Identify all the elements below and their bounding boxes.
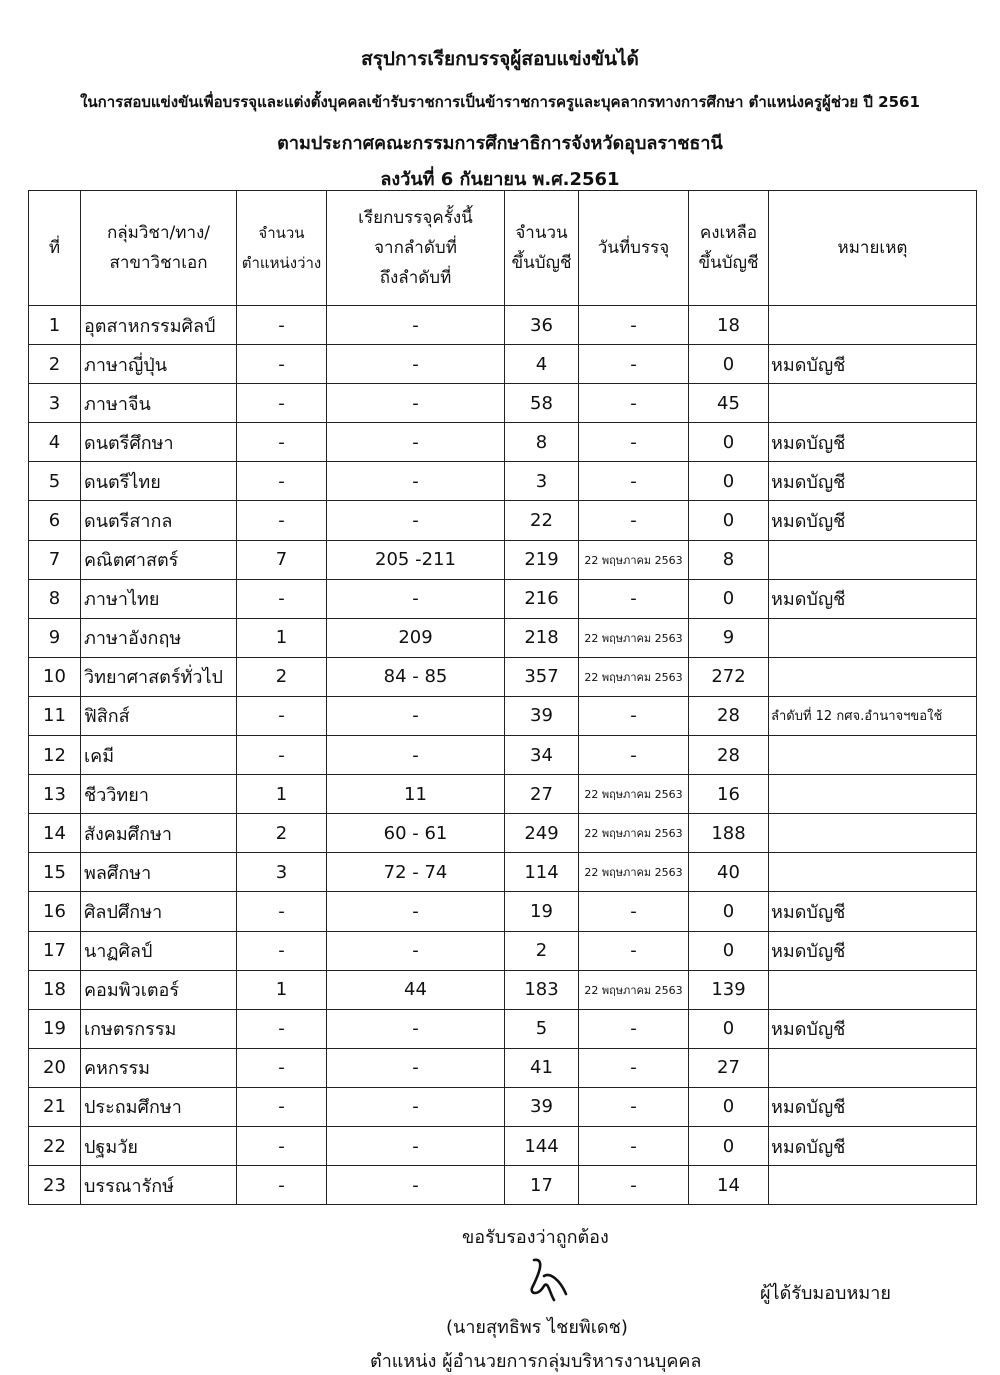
cell-subject: สังคมศึกษา — [81, 814, 237, 853]
cell-listed: 58 — [505, 384, 579, 423]
cell-vacancies: - — [237, 579, 327, 618]
cell-called-range: - — [327, 462, 505, 501]
cell-no: 6 — [29, 501, 81, 540]
cell-date: - — [579, 462, 689, 501]
cell-date: - — [579, 1126, 689, 1165]
cell-remark: หมดบัญชี — [769, 1126, 977, 1165]
table-row — [29, 306, 977, 345]
cell-remaining: 0 — [689, 345, 769, 384]
cell-called-range: - — [327, 1166, 505, 1205]
cell-called-range: 60 - 61 — [327, 814, 505, 853]
cell-no: 4 — [29, 423, 81, 462]
cell-called-range: - — [327, 423, 505, 462]
cell-date: 22 พฤษภาคม 2563 — [579, 657, 689, 696]
cell-remaining: 0 — [689, 892, 769, 931]
table-row — [29, 462, 977, 501]
cell-remaining: 0 — [689, 501, 769, 540]
cell-called-range: 11 — [327, 775, 505, 814]
table-row — [29, 1087, 977, 1126]
cell-no: 11 — [29, 696, 81, 735]
cell-called-range: - — [327, 1087, 505, 1126]
cell-vacancies: 2 — [237, 657, 327, 696]
cell-called-range: - — [327, 345, 505, 384]
col-header-subject: กลุ่มวิชา/ทาง/ สาขาวิชาเอก — [81, 191, 237, 306]
cell-vacancies: - — [237, 1087, 327, 1126]
cell-remark — [769, 1166, 977, 1205]
cell-subject: นาฏศิลป์ — [81, 931, 237, 970]
cell-date: - — [579, 579, 689, 618]
cell-no: 23 — [29, 1166, 81, 1205]
cell-vacancies: - — [237, 1048, 327, 1087]
cell-remaining: 0 — [689, 1126, 769, 1165]
cell-remark: หมดบัญชี — [769, 892, 977, 931]
cell-listed: 218 — [505, 618, 579, 657]
cell-listed: 34 — [505, 736, 579, 775]
cell-no: 5 — [29, 462, 81, 501]
cell-vacancies: - — [237, 501, 327, 540]
cell-called-range: - — [327, 696, 505, 735]
cell-date: 22 พฤษภาคม 2563 — [579, 814, 689, 853]
table-row — [29, 579, 977, 618]
cell-vacancies: - — [237, 892, 327, 931]
recruitment-table — [28, 190, 977, 1205]
table-row — [29, 970, 977, 1009]
cell-date: - — [579, 423, 689, 462]
cell-listed: 3 — [505, 462, 579, 501]
cell-remaining: 40 — [689, 853, 769, 892]
cell-date: 22 พฤษภาคม 2563 — [579, 853, 689, 892]
cell-called-range: - — [327, 931, 505, 970]
cell-remaining: 14 — [689, 1166, 769, 1205]
cell-called-range: - — [327, 579, 505, 618]
cell-subject: ภาษาไทย — [81, 579, 237, 618]
cell-remaining: 9 — [689, 618, 769, 657]
cell-no: 17 — [29, 931, 81, 970]
table-row — [29, 345, 977, 384]
table-row — [29, 775, 977, 814]
doc-subtitle: ในการสอบแข่งขันเพื่อบรรจุและแต่งตั้งบุคคลเข้ารับราชการเป็นข้าราชการครูและบุคลากรทางการศึกษา ตำแหน่งครูผู้ช่วย ปี 2561 — [80, 93, 920, 111]
cell-subject: ภาษาญี่ปุ่น — [81, 345, 237, 384]
cell-vacancies: - — [237, 696, 327, 735]
cell-subject: ปฐมวัย — [81, 1126, 237, 1165]
cell-subject: ฟิสิกส์ — [81, 696, 237, 735]
cell-subject: เคมี — [81, 736, 237, 775]
cell-remark — [769, 384, 977, 423]
cell-no: 10 — [29, 657, 81, 696]
cell-subject: คณิตศาสตร์ — [81, 540, 237, 579]
cell-date: - — [579, 892, 689, 931]
cell-called-range: 72 - 74 — [327, 853, 505, 892]
cell-called-range: - — [327, 1048, 505, 1087]
cell-vacancies: 2 — [237, 814, 327, 853]
cell-vacancies: 1 — [237, 618, 327, 657]
cell-subject: ภาษาอังกฤษ — [81, 618, 237, 657]
cell-remaining: 0 — [689, 931, 769, 970]
cell-called-range: - — [327, 384, 505, 423]
cell-remaining: 27 — [689, 1048, 769, 1087]
cell-called-range: - — [327, 306, 505, 345]
cell-remaining: 272 — [689, 657, 769, 696]
cell-listed: 27 — [505, 775, 579, 814]
table-row — [29, 892, 977, 931]
cell-remark — [769, 736, 977, 775]
cell-vacancies: - — [237, 1009, 327, 1048]
cell-vacancies: - — [237, 462, 327, 501]
cell-no: 15 — [29, 853, 81, 892]
cell-no: 9 — [29, 618, 81, 657]
cell-remark: หมดบัญชี — [769, 423, 977, 462]
doc-date: ลงวันที่ 6 กันยายน พ.ศ.2561 — [380, 169, 620, 190]
cell-date: - — [579, 1048, 689, 1087]
certify-text: ขอรับรองว่าถูกต้อง — [462, 1227, 609, 1248]
cell-listed: 183 — [505, 970, 579, 1009]
col-header-called: เรียกบรรจุครั้งนี้ จากลำดับที่ ถึงลำดับที่ — [327, 191, 505, 306]
cell-listed: 216 — [505, 579, 579, 618]
table-row — [29, 501, 977, 540]
table-row — [29, 540, 977, 579]
table-row — [29, 931, 977, 970]
cell-subject: อุตสาหกรรมศิลป์ — [81, 306, 237, 345]
cell-remark: หมดบัญชี — [769, 1087, 977, 1126]
cell-vacancies: - — [237, 1166, 327, 1205]
cell-remaining: 0 — [689, 423, 769, 462]
signature-mark — [520, 1254, 580, 1304]
authorized-text: ผู้ได้รับมอบหมาย — [760, 1283, 891, 1304]
cell-listed: 5 — [505, 1009, 579, 1048]
signer-name: (นายสุทธิพร ไชยพิเดช) — [446, 1317, 628, 1338]
table-row — [29, 384, 977, 423]
cell-vacancies: 1 — [237, 970, 327, 1009]
col-header-remark: หมายเหตุ — [769, 191, 977, 306]
cell-date: - — [579, 1087, 689, 1126]
table-row — [29, 1009, 977, 1048]
cell-listed: 4 — [505, 345, 579, 384]
cell-subject: เกษตรกรรม — [81, 1009, 237, 1048]
table-row — [29, 618, 977, 657]
cell-subject: บรรณารักษ์ — [81, 1166, 237, 1205]
cell-listed: 114 — [505, 853, 579, 892]
cell-listed: 2 — [505, 931, 579, 970]
cell-listed: 41 — [505, 1048, 579, 1087]
cell-no: 20 — [29, 1048, 81, 1087]
cell-date: - — [579, 501, 689, 540]
cell-called-range: - — [327, 736, 505, 775]
cell-vacancies: - — [237, 931, 327, 970]
cell-vacancies: - — [237, 345, 327, 384]
cell-subject: ศิลปศึกษา — [81, 892, 237, 931]
cell-no: 18 — [29, 970, 81, 1009]
cell-remark — [769, 1048, 977, 1087]
cell-vacancies: 3 — [237, 853, 327, 892]
cell-no: 19 — [29, 1009, 81, 1048]
cell-subject: ดนตรีไทย — [81, 462, 237, 501]
cell-remaining: 45 — [689, 384, 769, 423]
cell-date: 22 พฤษภาคม 2563 — [579, 540, 689, 579]
cell-listed: 219 — [505, 540, 579, 579]
cell-called-range: 205 -211 — [327, 540, 505, 579]
cell-remark: หมดบัญชี — [769, 931, 977, 970]
cell-remaining: 16 — [689, 775, 769, 814]
cell-remark — [769, 657, 977, 696]
cell-vacancies: - — [237, 384, 327, 423]
cell-no: 1 — [29, 306, 81, 345]
cell-date: - — [579, 1166, 689, 1205]
cell-listed: 22 — [505, 501, 579, 540]
cell-remark: ลำดับที่ 12 กศจ.อำนาจฯขอใช้ — [769, 696, 977, 735]
col-header-listed: จำนวน ขึ้นบัญชี — [505, 191, 579, 306]
cell-remaining: 0 — [689, 1087, 769, 1126]
cell-listed: 249 — [505, 814, 579, 853]
cell-subject: พลศึกษา — [81, 853, 237, 892]
cell-subject: คอมพิวเตอร์ — [81, 970, 237, 1009]
cell-no: 16 — [29, 892, 81, 931]
cell-called-range: 84 - 85 — [327, 657, 505, 696]
cell-subject: ประถมศึกษา — [81, 1087, 237, 1126]
cell-remark: หมดบัญชี — [769, 462, 977, 501]
table-row — [29, 1126, 977, 1165]
cell-remark: หมดบัญชี — [769, 579, 977, 618]
cell-called-range: 44 — [327, 970, 505, 1009]
col-header-remaining: คงเหลือ ขึ้นบัญชี — [689, 191, 769, 306]
cell-date: - — [579, 931, 689, 970]
table-row — [29, 696, 977, 735]
col-header-vacancies: จำนวน ตำแหน่งว่าง — [237, 191, 327, 306]
cell-listed: 36 — [505, 306, 579, 345]
cell-listed: 19 — [505, 892, 579, 931]
cell-remark: หมดบัญชี — [769, 501, 977, 540]
cell-subject: คหกรรม — [81, 1048, 237, 1087]
cell-no: 2 — [29, 345, 81, 384]
cell-date: - — [579, 1009, 689, 1048]
cell-vacancies: - — [237, 423, 327, 462]
cell-date: 22 พฤษภาคม 2563 — [579, 618, 689, 657]
cell-date: - — [579, 306, 689, 345]
cell-remaining: 188 — [689, 814, 769, 853]
table-header-row — [29, 191, 977, 306]
table-row — [29, 1166, 977, 1205]
cell-date: 22 พฤษภาคม 2563 — [579, 775, 689, 814]
table-row — [29, 814, 977, 853]
cell-remark: หมดบัญชี — [769, 345, 977, 384]
cell-remaining: 0 — [689, 579, 769, 618]
cell-remark — [769, 618, 977, 657]
cell-listed: 144 — [505, 1126, 579, 1165]
cell-no: 13 — [29, 775, 81, 814]
cell-called-range: 209 — [327, 618, 505, 657]
cell-listed: 39 — [505, 696, 579, 735]
cell-remaining: 28 — [689, 736, 769, 775]
cell-listed: 17 — [505, 1166, 579, 1205]
cell-no: 3 — [29, 384, 81, 423]
cell-subject: ดนตรีสากล — [81, 501, 237, 540]
cell-vacancies: 7 — [237, 540, 327, 579]
cell-subject: ภาษาจีน — [81, 384, 237, 423]
cell-subject: ดนตรีศึกษา — [81, 423, 237, 462]
table-row — [29, 657, 977, 696]
cell-vacancies: - — [237, 306, 327, 345]
cell-date: - — [579, 345, 689, 384]
cell-date: - — [579, 736, 689, 775]
cell-no: 7 — [29, 540, 81, 579]
table-row — [29, 853, 977, 892]
cell-called-range: - — [327, 1009, 505, 1048]
cell-no: 12 — [29, 736, 81, 775]
cell-remaining: 28 — [689, 696, 769, 735]
cell-vacancies: - — [237, 1126, 327, 1165]
cell-vacancies: - — [237, 736, 327, 775]
table-row — [29, 423, 977, 462]
cell-remark — [769, 306, 977, 345]
cell-remark — [769, 540, 977, 579]
cell-called-range: - — [327, 1126, 505, 1165]
cell-date: - — [579, 384, 689, 423]
cell-remaining: 139 — [689, 970, 769, 1009]
cell-vacancies: 1 — [237, 775, 327, 814]
cell-subject: วิทยาศาสตร์ทั่วไป — [81, 657, 237, 696]
doc-title: สรุปการเรียกบรรจุผู้สอบแข่งขันได้ — [361, 48, 639, 70]
signer-position: ตำแหน่ง ผู้อำนวยการกลุ่มบริหารงานบุคคล — [370, 1351, 702, 1372]
cell-listed: 8 — [505, 423, 579, 462]
cell-remark — [769, 970, 977, 1009]
doc-announcement: ตามประกาศคณะกรรมการศึกษาธิการจังหวัดอุบลราชธานี — [277, 133, 723, 154]
table-row — [29, 1048, 977, 1087]
cell-called-range: - — [327, 501, 505, 540]
cell-remaining: 18 — [689, 306, 769, 345]
cell-remark: หมดบัญชี — [769, 1009, 977, 1048]
cell-no: 14 — [29, 814, 81, 853]
cell-no: 22 — [29, 1126, 81, 1165]
cell-remaining: 0 — [689, 1009, 769, 1048]
col-header-no: ที่ — [29, 191, 81, 306]
cell-remark — [769, 814, 977, 853]
cell-remark — [769, 853, 977, 892]
cell-remark — [769, 775, 977, 814]
cell-remaining: 0 — [689, 462, 769, 501]
cell-no: 21 — [29, 1087, 81, 1126]
cell-called-range: - — [327, 892, 505, 931]
cell-date: 22 พฤษภาคม 2563 — [579, 970, 689, 1009]
cell-date: - — [579, 696, 689, 735]
cell-listed: 357 — [505, 657, 579, 696]
cell-no: 8 — [29, 579, 81, 618]
cell-listed: 39 — [505, 1087, 579, 1126]
cell-subject: ชีววิทยา — [81, 775, 237, 814]
cell-remaining: 8 — [689, 540, 769, 579]
table-row — [29, 736, 977, 775]
col-header-date: วันที่บรรจุ — [579, 191, 689, 306]
